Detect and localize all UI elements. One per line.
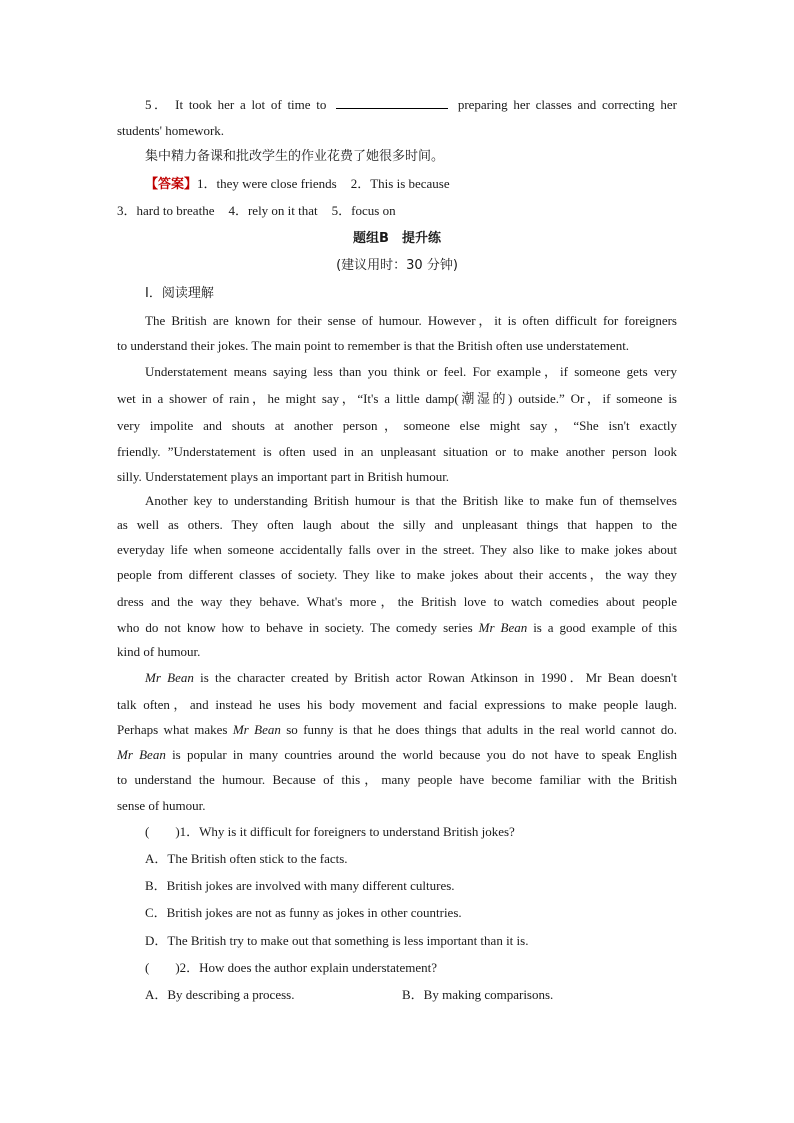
passage-line [145, 669, 677, 687]
passage-line [117, 721, 677, 739]
question-1-option-c[interactable]: C．British jokes are not as funny as jokes in other countries. [145, 905, 462, 920]
passage-line: dress and the way they behave. What's more，the British love to watch comedies about people [117, 594, 677, 609]
question-1-stem: ( )1．Why is it difficult for foreigners to understand British jokes? [145, 824, 515, 839]
passage-line: people from different classes of society. They like to make jokes about their accents，the way they [117, 567, 677, 582]
answer-item: 4．rely on it that [228, 203, 318, 218]
passage-line: silly. Understatement plays an important part in British humour. [117, 469, 450, 484]
question-1-option-d[interactable]: D．The British try to make out that something is less important than it is. [145, 933, 529, 948]
passage-line: wet in a shower of rain，he might say，“It's a little damp(潮湿的) outside.” Or，if someone is [117, 391, 677, 406]
passage-line [117, 619, 677, 637]
question-2-option-a[interactable]: A．By describing a process. [145, 987, 295, 1002]
passage-text: is popular in many countries around the world because you do not have to speak English [172, 747, 677, 762]
answer-tag: 【答案】 [145, 177, 198, 192]
passage-text: is the character created by British actor Rowan Atkinson in 1990．Mr Bean doesn't [200, 670, 677, 685]
show-title: Mr Bean [117, 747, 166, 762]
section-title: 题组B 提升练 [353, 231, 441, 246]
exercise-number: 5． [145, 97, 170, 112]
passage-text: so funny is that he does things that adults in the real world cannot do. [286, 722, 678, 737]
answer-line-2 [117, 202, 677, 220]
answer-item: 5．focus on [331, 203, 396, 218]
passage-line: talk often，and instead he uses his body movement and facial expressions to make people laugh. [117, 697, 677, 712]
show-title: Mr Bean [145, 670, 194, 685]
question-1-option-a[interactable]: A．The British often stick to the facts. [145, 851, 348, 866]
passage-text: who do not know how to behave in society. The comedy series [117, 620, 473, 635]
answer-item: 2．This is because [350, 176, 450, 191]
passage-line [117, 746, 677, 764]
answer-blank[interactable] [336, 96, 448, 109]
answer-item: 3．hard to breathe [117, 203, 215, 218]
passage-line: Another key to understanding British humour is that the British like to make fun of themselves [145, 493, 677, 508]
passage-line: The British are known for their sense of humour. However，it is often difficult for foreigners [145, 313, 677, 328]
passage-line: everyday life when someone accidentally falls over in the street. They also like to make jokes about [117, 542, 677, 557]
passage-line: friendly. ”Understatement is often used in an unpleasant situation or to make another person look [117, 444, 677, 459]
passage-text: Perhaps what makes [117, 722, 228, 737]
show-title: Mr Bean [232, 722, 281, 737]
exercise-text: preparing her classes and correcting her [457, 97, 677, 112]
answer-line-1 [145, 175, 705, 194]
question-2-option-b[interactable]: B．By making comparisons. [402, 987, 554, 1002]
part-heading: Ⅰ．阅读理解 [145, 286, 214, 301]
passage-line: kind of humour. [117, 644, 201, 659]
passage-line: Understatement means saying less than you think or feel. For example，if someone gets very [145, 364, 677, 379]
exercise-5-line-1 [117, 96, 677, 114]
question-1-option-b[interactable]: B．British jokes are involved with many different cultures. [145, 878, 455, 893]
show-title: Mr Bean [478, 620, 528, 635]
answer-item: 1．they were close friends [197, 176, 337, 191]
passage-text: is a good example of this [533, 620, 678, 635]
question-2-stem: ( )2．How does the author explain understatement? [145, 960, 438, 975]
passage-line: to understand their jokes. The main point to remember is that the British often use understatement. [117, 338, 630, 353]
section-time: (建议用时：30 分钟) [336, 258, 458, 273]
passage-line: very impolite and shouts at another person，someone else might say，“She isn't exactly [117, 418, 677, 433]
passage-line: sense of humour. [117, 798, 206, 813]
exercise-5-line-2: students' homework. [117, 123, 225, 138]
passage-line: to understand the humour. Because of this，many people have become familiar with the British [117, 772, 677, 787]
exercise-text: It took her a lot of time to [175, 97, 327, 112]
exercise-5-translation: 集中精力备课和批改学生的作业花费了她很多时间。 [145, 149, 445, 164]
passage-line: as well as others. They often laugh about the silly and unpleasant things that happen to the [117, 517, 677, 532]
